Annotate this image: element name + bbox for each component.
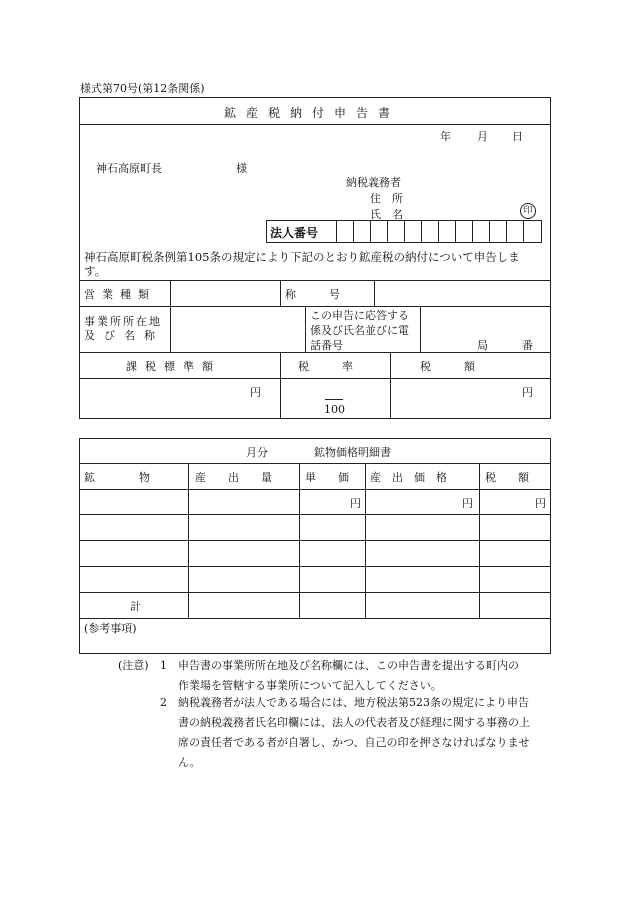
addressee-suffix: 様 [236,162,247,175]
note-2-line-4: ん。 [178,756,201,769]
detail-tax-yen: 円 [535,497,546,510]
note-2-line-3: 席の責任者である者が自署し、かつ、自己の印を押さなければなりませ [178,736,530,749]
col-production-value: 産 出 価 格 [370,471,447,484]
title-divider [79,124,551,125]
office-label-1: 事業所所在地 [84,315,162,328]
address-label: 住 所 [370,192,403,205]
date-month: 月 [477,130,488,143]
date-day: 日 [512,130,523,143]
corporate-number-label: 法人番号 [270,226,319,240]
tax-rate-label: 税 率 [298,360,353,373]
name-label: 氏 名 [370,208,403,221]
total-label: 計 [130,600,141,613]
phone-number: 番 [522,339,533,352]
col-production-volume: 産 出 量 [195,471,272,484]
detail-title: 鉱物価格明細書 [314,446,391,459]
production-value-yen: 円 [462,497,473,510]
note-2-line-1: 納税義務者が法人である場合には、地方税法第523条の規定により申告 [178,696,529,709]
detail-month-label: 月分 [246,446,268,459]
phone-bureau: 局 [477,339,488,352]
note-1-line-2: 作業場を管轄する事業所について記入してください。 [178,679,442,692]
date-year: 年 [440,130,451,143]
declaration-title: 鉱産税納付申告書 [224,106,401,120]
trade-name-label: 称 号 [285,288,340,301]
note-2-number: 2 [160,696,167,709]
taxpayer-label: 納税義務者 [346,176,401,189]
statement-line-1: 神石高原町税条例第105条の規定により下記のとおり鉱産税の納付について申告しま [84,250,520,264]
tax-amount-yen: 円 [522,386,533,399]
seal-mark: 印 [520,203,536,219]
unit-price-yen: 円 [350,497,361,510]
tax-amount-label: 税 額 [420,360,475,373]
rate-fraction-bar [325,399,343,400]
col-tax-amount: 税 額 [485,471,529,484]
note-1-line-1: 申告書の事業所所在地及び名称欄には、この申告書を提出する町内の [178,659,519,672]
rate-denominator: 100 [324,403,345,416]
reference-label: (参考事項) [84,622,137,635]
contact-label-2: 係及び氏名並びに電 [310,324,409,337]
taxable-base-label: 課税標準額 [126,360,221,373]
addressee: 神石高原町長 [96,162,162,175]
note-2-line-2: 書の納税義務者氏名印欄には、法人の代表者及び経理に関する事務の上 [178,716,530,729]
statement-line-2: す。 [84,264,107,278]
taxable-base-yen: 円 [250,386,261,399]
col-unit-price: 単 価 [305,471,349,484]
office-label-2: 及び名称 [84,329,164,342]
business-type-label: 営業種類 [84,288,156,301]
col-mineral: 鉱 物 [84,471,150,484]
contact-label-3: 話番号 [310,339,343,352]
contact-label-1: この申告に応答する [310,309,409,322]
note-1-number: 1 [160,659,167,672]
notes-label: (注意) [118,659,149,672]
form-id: 様式第70号(第12条関係) [80,82,205,95]
